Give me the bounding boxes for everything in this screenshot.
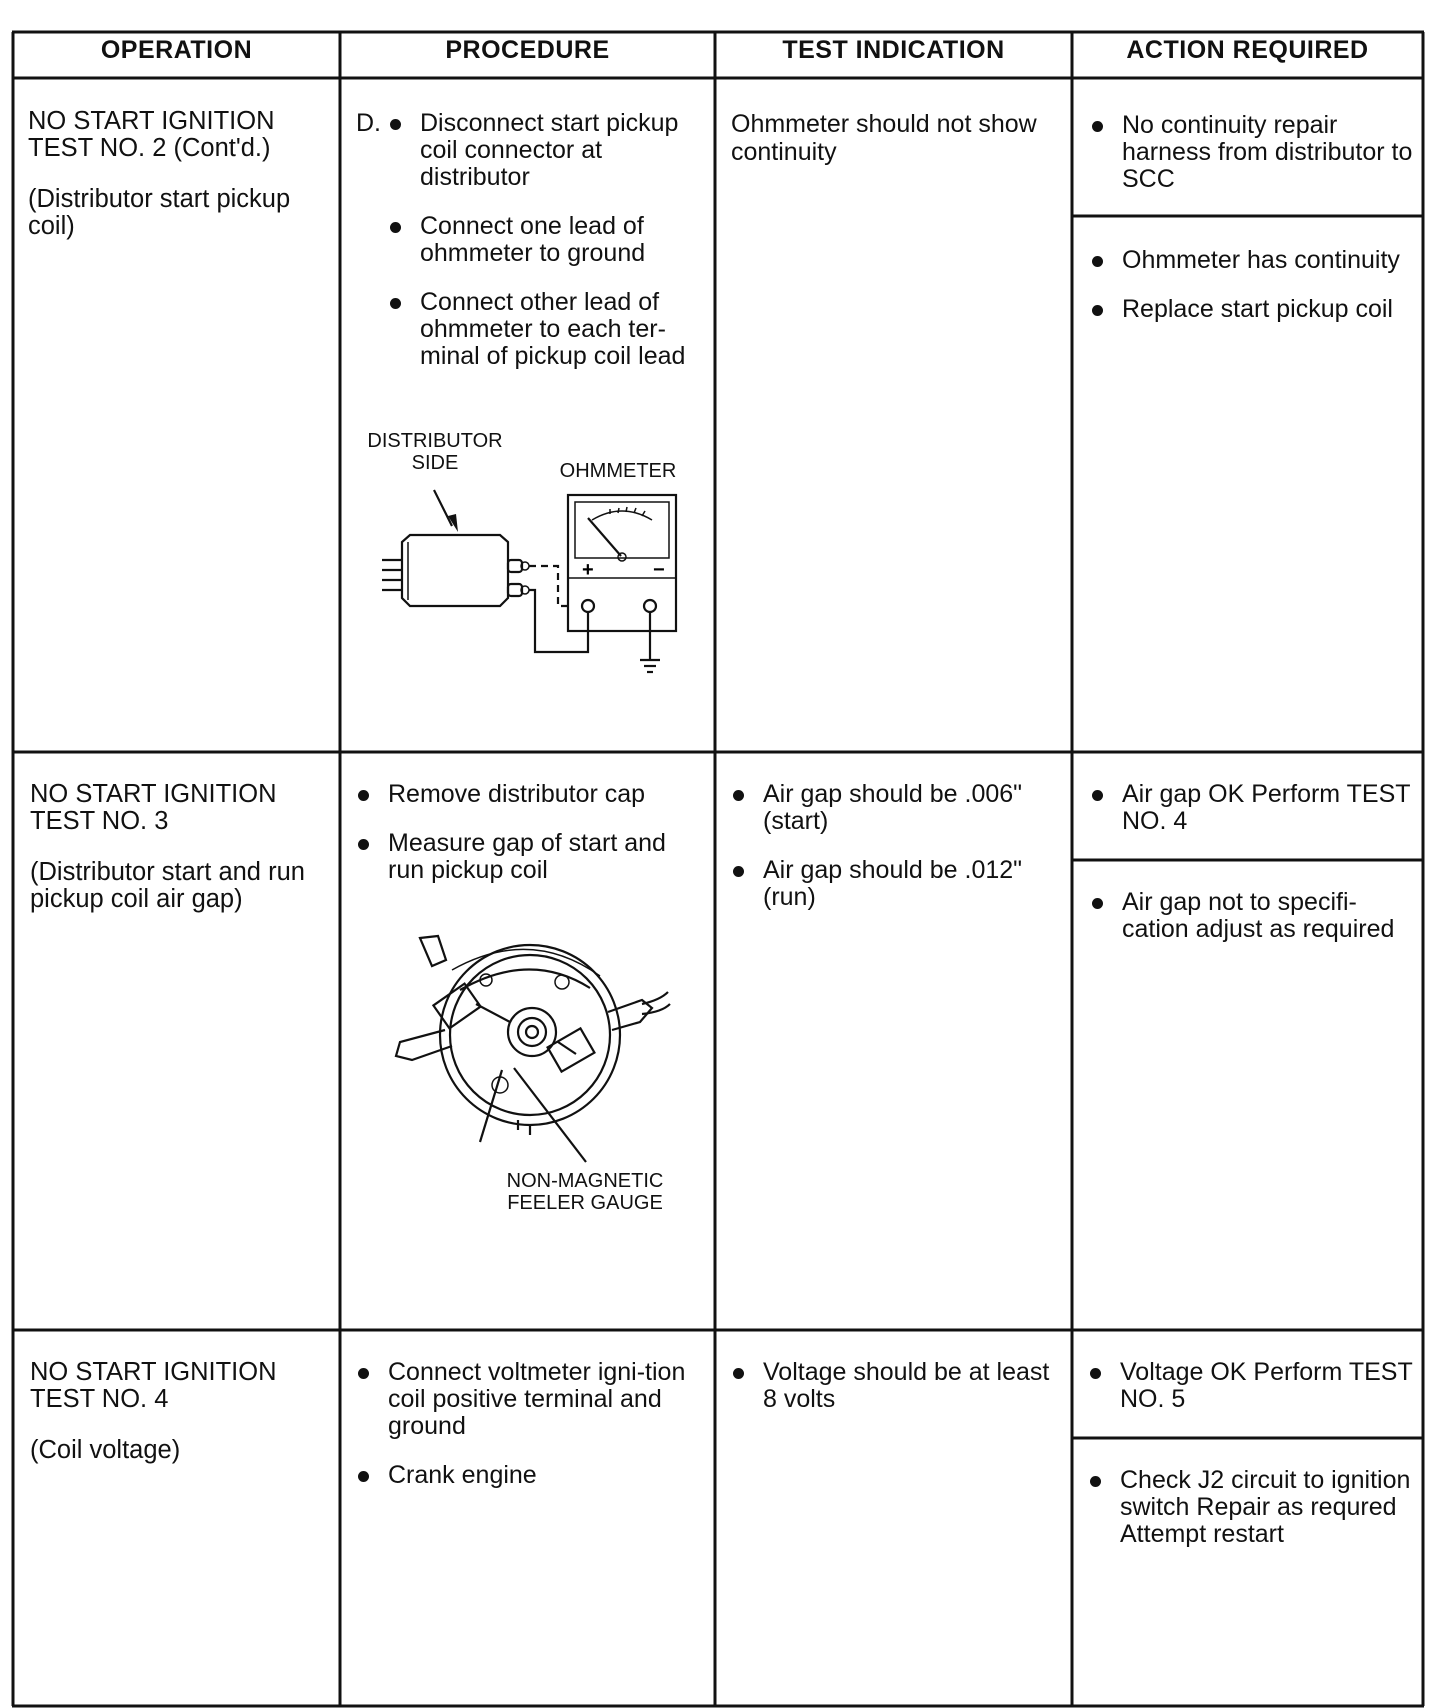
row2-indication-item-1: Air gap should be .006" (start)	[729, 781, 1059, 835]
row1-action-b	[1088, 247, 1418, 345]
row2-action-a	[1088, 781, 1418, 857]
row1-procedure-item-2: Connect one lead of ohmmeter to ground	[356, 213, 706, 267]
distributor-gap-diagram	[390, 930, 670, 1170]
feeler-gauge-left	[480, 1070, 502, 1142]
housing-tab-left	[396, 1030, 452, 1060]
row3-procedure	[354, 1359, 704, 1511]
row3-operation-title: NO START IGNITION TEST NO. 4	[30, 1358, 277, 1413]
row1-procedure	[356, 110, 706, 370]
row1-operation	[28, 108, 328, 240]
connector-body	[402, 535, 508, 606]
row2-indication	[729, 781, 1059, 933]
row2-procedure-item-1: Remove distributor cap	[354, 781, 704, 808]
row3-indication-item-1: Voltage should be at least 8 volts	[729, 1359, 1059, 1413]
row1-action-b-item-2: Replace start pickup coil	[1088, 296, 1418, 323]
row1-procedure-item-1: Disconnect start pickup coil connector at distributor	[356, 110, 706, 191]
reluctor	[508, 1008, 556, 1056]
row2-procedure-item-2: Measure gap of start and run pickup coil	[354, 830, 704, 884]
row2-operation	[30, 781, 330, 913]
row3-action-a-item-1: Voltage OK Perform TEST NO. 5	[1086, 1359, 1416, 1413]
ohmmeter-diagram	[370, 480, 690, 690]
row3-procedure-item-1: Connect voltmeter igni-tion coil positive terminal and ground	[354, 1359, 704, 1440]
row1-indication: Ohmmeter should not show continuity	[731, 110, 1037, 166]
label-distributor-side: DISTRIBUTOR SIDE	[367, 430, 503, 474]
row2-operation-sub: (Distributor start and run pickup coil air gap)	[30, 858, 305, 913]
header-action-required: ACTION REQUIRED	[1126, 36, 1369, 64]
header-test-indication: TEST INDICATION	[782, 36, 1005, 64]
meter-jack-minus	[644, 600, 656, 612]
meter-jack-plus	[582, 600, 594, 612]
row2-indication-item-2: Air gap should be .012" (run)	[729, 857, 1059, 911]
row3-operation	[30, 1359, 330, 1464]
meter-minus-sign: −	[653, 559, 665, 581]
row2-procedure	[354, 781, 704, 906]
row1-action-a-item-1: No continuity repair harness from distributor to SCC	[1088, 112, 1418, 193]
row1-action-a	[1088, 112, 1418, 215]
meter-plus-sign: +	[582, 559, 594, 581]
row3-action-b	[1086, 1467, 1416, 1570]
row1-action-b-item-1: Ohmmeter has continuity	[1088, 247, 1418, 274]
header-procedure: PROCEDURE	[445, 36, 610, 64]
row2-action-b	[1088, 889, 1418, 965]
pointer-arrow-line	[434, 490, 452, 526]
procedure-step-label: D.	[356, 109, 381, 137]
row1-operation-sub: (Distributor start pickup coil)	[28, 185, 291, 240]
terminal-lower	[508, 584, 522, 596]
row3-operation-sub: (Coil voltage)	[30, 1436, 181, 1464]
meter-needle	[588, 518, 621, 556]
housing-tab-top	[420, 936, 446, 966]
row3-procedure-item-2: Crank engine	[354, 1462, 704, 1489]
row1-procedure-item-3: Connect other lead of ohmmeter to each ter-minal of pickup coil lead	[356, 289, 706, 370]
label-feeler-gauge: NON-MAGNETIC FEELER GAUGE	[506, 1170, 664, 1214]
row3-action-b-item-1: Check J2 circuit to ignition switch Repair as requred Attempt restart	[1086, 1467, 1416, 1548]
row2-action-b-item-1: Air gap not to specifi-cation adjust as required	[1088, 889, 1418, 943]
row2-operation-title: NO START IGNITION TEST NO. 3	[30, 780, 277, 835]
row1-operation-title: NO START IGNITION TEST NO. 2 (Cont'd.)	[28, 107, 275, 162]
label-ohmmeter: OHMMETER	[559, 460, 677, 482]
row3-indication	[729, 1359, 1059, 1435]
row2-action-a-item-1: Air gap OK Perform TEST NO. 4	[1088, 781, 1418, 835]
row3-action-a	[1086, 1359, 1416, 1435]
header-operation: OPERATION	[100, 36, 253, 64]
terminal-upper	[508, 560, 522, 572]
